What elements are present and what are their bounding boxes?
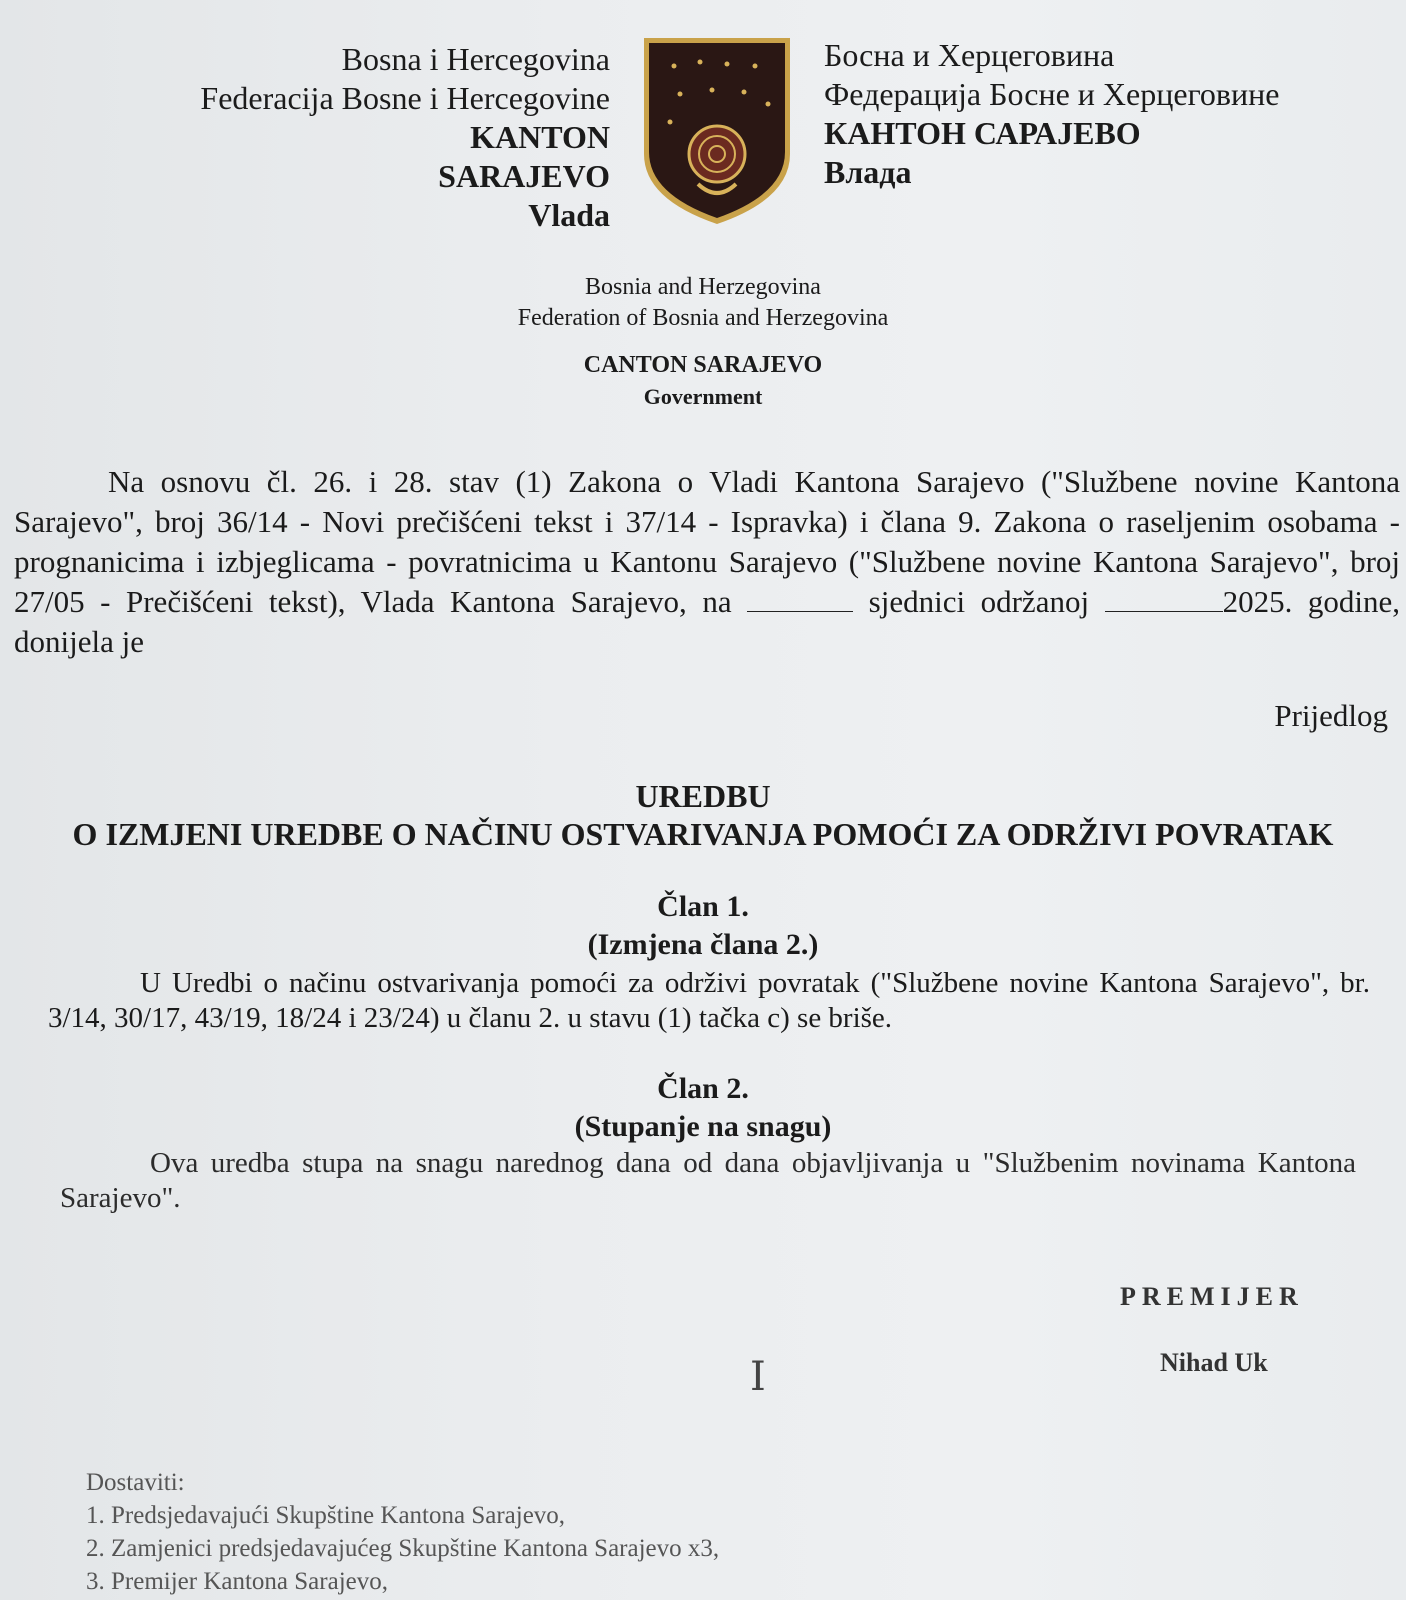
article-2-heading: (Stupanje na snagu): [574, 1110, 832, 1143]
list-item: 2. Zamjenici predsjedavajućeg Skupštine Kantona Sarajevo x3,: [86, 1535, 720, 1562]
session-blank: [747, 587, 853, 612]
header-government: Vlada: [528, 197, 610, 233]
proposal-label: Prijedlog: [1274, 698, 1388, 733]
article-1-text: U Uredbi o načinu ostvarivanja pomoći za održivi povratak ("Službene novine Kantona Sarajevo", br. 3/14, 30/17, 43/19, 18/24 i 23/24) u članu 2. u stavu (1) tačka c) se briše.: [48, 967, 1370, 1034]
header-canton-name: SARAJEVO: [438, 158, 610, 194]
canton-crest-icon: [640, 34, 794, 226]
preamble-text: Na osnovu čl. 26. i 28. stav (1) Zakona o Vladi Kantona Sarajevo ("Službene novine Kantona Sarajevo", broj 36/14 - Novi prečišćeni tekst i 37/14 - Ispravka) i člana 9. Zakona o raseljenim osobama - prognanicima i izbjeglicama - povratnicima u Kantonu Sarajevo ("Službene novine Kantona Sarajevo", broj 27/05 - Prečišćeni tekst), Vlada Kantona Sarajevo, na: [14, 464, 1400, 619]
article-1-number: Član 1.: [657, 890, 749, 923]
header-english-government: Government: [643, 384, 763, 409]
header-country-cyrillic: Босна и Херцеговина: [824, 37, 1115, 73]
document-title: UREDBU: [635, 778, 771, 814]
signature-name: Nihad Uk: [1160, 1348, 1268, 1377]
list-item: 1. Predsjedavajući Skupštine Kantona Sarajevo,: [86, 1502, 566, 1529]
header-federation: Federacija Bosne i Hercegovine: [200, 80, 610, 116]
distribution-list: [86, 1466, 719, 1598]
header-country: Bosna i Hercegovina: [341, 41, 610, 77]
header-government-cyrillic: Влада: [824, 154, 912, 190]
article-2-number: Član 2.: [657, 1072, 749, 1105]
article-1-heading: (Izmjena člana 2.): [587, 928, 819, 961]
header-english-federation: Federation of Bosnia and Herzegovina: [517, 305, 889, 331]
header-english-country: Bosnia and Herzegovina: [585, 274, 821, 300]
distribution-label: Dostaviti:: [86, 1469, 185, 1496]
preamble-session-text: sjednici održanoj: [868, 584, 1090, 619]
article-2-text: Ova uredba stupa na snagu narednog dana od dana objavljivanja u "Službenim novinama Kantona Sarajevo".: [60, 1147, 1356, 1214]
header-canton: KANTON: [470, 119, 610, 155]
list-item: 3. Premijer Kantona Sarajevo,: [86, 1568, 388, 1595]
header-right-block: [824, 36, 1384, 192]
date-blank: [1105, 587, 1223, 612]
header-left-block: [130, 40, 610, 235]
signature-role: PREMIJER: [1120, 1282, 1304, 1311]
header-english-canton: CANTON SARAJEVO: [583, 352, 823, 378]
text-cursor-icon: I: [750, 1354, 766, 1400]
preamble-date-text: 2025. godine, donijela je: [14, 584, 1400, 659]
preamble-paragraph: [14, 462, 1400, 662]
header-federation-cyrillic: Федерација Босне и Херцеговине: [824, 76, 1280, 112]
header-canton-cyrillic: КАНТОН САРАЈЕВО: [824, 115, 1141, 151]
document-subtitle: O IZMJENI UREDBE O NAČINU OSTVARIVANJA POMOĆI ZA ODRŽIVI POVRATAK: [72, 816, 1334, 852]
